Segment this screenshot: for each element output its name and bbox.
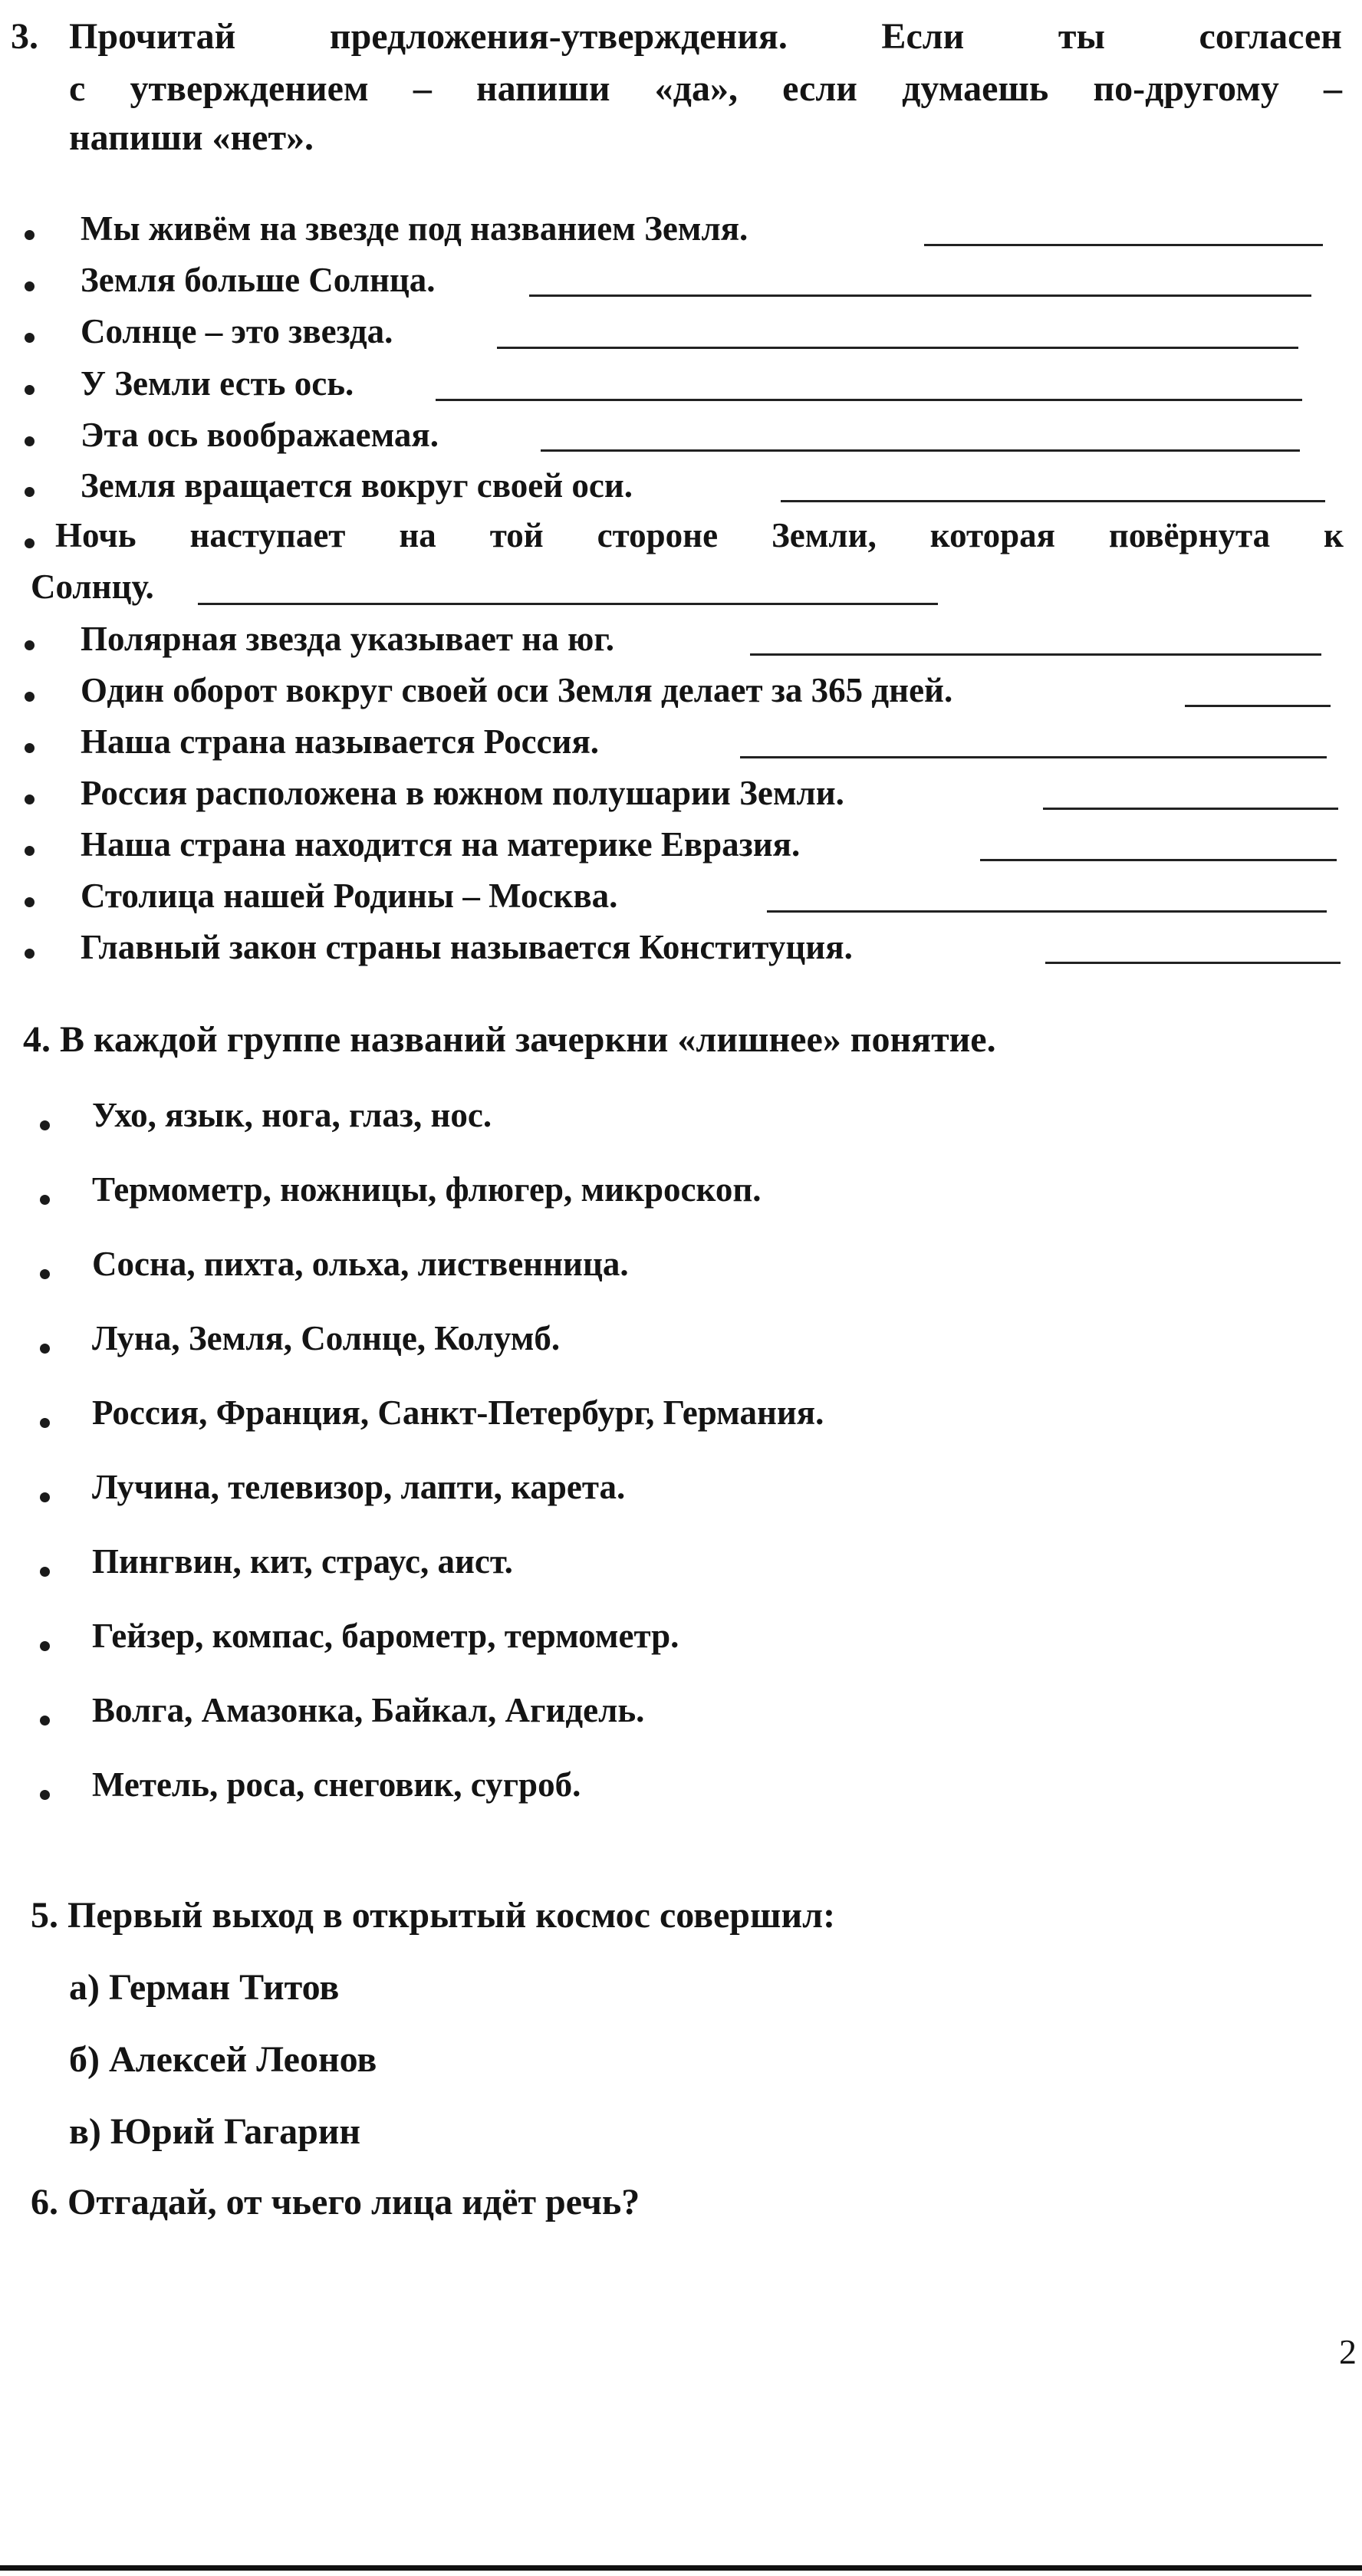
answer-line[interactable] [1185, 705, 1331, 707]
task-3-word: согласен [1199, 16, 1342, 57]
statement-text: Ночь наступает на той стороне Земли, которая повёрнута к [55, 516, 1344, 554]
bullet [25, 897, 35, 907]
group-item[interactable]: Россия, Франция, Санкт-Петербург, Германия. [92, 1393, 824, 1432]
task-5-title: 5. Первый выход в открытый космос совершил: [31, 1895, 836, 1936]
answer-line[interactable] [767, 910, 1327, 913]
page-number: 2 [1339, 2332, 1357, 2371]
bullet [25, 743, 35, 753]
task-3-word: предложения-утверждения. [329, 16, 788, 57]
answer-option[interactable]: а) Герман Титов [69, 1967, 340, 2008]
task-3-title-line-1 [69, 11, 1342, 63]
answer-line[interactable] [781, 500, 1325, 502]
task-3-word: ты [1058, 16, 1105, 57]
bullet [25, 795, 35, 804]
bullet [25, 281, 35, 291]
bullet [40, 1492, 50, 1502]
group-item[interactable]: Лучина, телевизор, лапти, карета. [92, 1468, 626, 1506]
task-3-number: 3. [11, 16, 38, 57]
answer-line[interactable] [1045, 962, 1341, 964]
statement-text: У Земли есть ось. [81, 364, 354, 403]
bullet [40, 1716, 50, 1726]
answer-line[interactable] [1043, 808, 1338, 810]
bullet [40, 1269, 50, 1279]
bullet [25, 538, 35, 548]
answer-line[interactable] [436, 399, 1302, 401]
task-3-title-line-2: с утверждением – напиши «да», если думаешь по-другому – [69, 68, 1342, 109]
answer-line[interactable] [740, 756, 1327, 758]
bullet [40, 1120, 50, 1130]
task-3-word: Прочитай [69, 16, 236, 57]
bullet [25, 640, 35, 650]
bullet [25, 385, 35, 395]
answer-option[interactable]: в) Юрий Гагарин [69, 2111, 361, 2152]
bullet [40, 1790, 50, 1800]
answer-option[interactable]: б) Алексей Леонов [69, 2039, 377, 2080]
group-item[interactable]: Гейзер, компас, барометр, термометр. [92, 1617, 679, 1655]
bullet [25, 846, 35, 856]
group-item[interactable]: Метель, роса, снеговик, сугроб. [92, 1765, 581, 1804]
answer-line[interactable] [750, 653, 1321, 656]
bullet [25, 692, 35, 702]
statement-text: Земля вращается вокруг своей оси. [81, 466, 633, 505]
answer-line[interactable] [924, 244, 1323, 246]
bullet [25, 230, 35, 240]
statement-text: Наша страна находится на материке Евразия. [81, 825, 801, 864]
statement-text: Земля больше Солнца. [81, 261, 436, 299]
answer-line[interactable] [541, 449, 1300, 452]
bottom-rule [0, 2565, 1362, 2571]
group-item[interactable]: Термометр, ножницы, флюгер, микроскоп. [92, 1170, 762, 1209]
statement-text: Россия расположена в южном полушарии Земли. [81, 774, 844, 812]
statement-text: Полярная звезда указывает на юг. [81, 620, 614, 658]
statement-text-continuation: Солнцу. [31, 568, 154, 606]
bullet [25, 949, 35, 959]
statement-text: Наша страна называется Россия. [81, 722, 600, 761]
task-4-title: 4. В каждой группе названий зачеркни «лишнее» понятие. [23, 1019, 996, 1060]
bullet [40, 1344, 50, 1354]
group-item[interactable]: Сосна, пихта, ольха, лиственница. [92, 1245, 629, 1283]
task-6-title: 6. Отгадай, от чьего лица идёт речь? [31, 2182, 640, 2222]
statement-text: Столица нашей Родины – Москва. [81, 877, 618, 915]
bullet [25, 436, 35, 446]
answer-line[interactable] [497, 347, 1298, 349]
bullet [40, 1641, 50, 1651]
bullet [40, 1418, 50, 1428]
group-item[interactable]: Ухо, язык, нога, глаз, нос. [92, 1096, 492, 1134]
answer-line[interactable] [198, 603, 938, 605]
group-item[interactable]: Волга, Амазонка, Байкал, Агидель. [92, 1691, 645, 1729]
group-item[interactable]: Луна, Земля, Солнце, Колумб. [92, 1319, 561, 1357]
statement-text: Эта ось воображаемая. [81, 416, 439, 454]
bullet [40, 1567, 50, 1577]
answer-line[interactable] [529, 294, 1311, 297]
statement-text: Мы живём на звезде под названием Земля. [81, 209, 748, 248]
task-3-word: Если [881, 16, 965, 57]
group-item[interactable]: Пингвин, кит, страус, аист. [92, 1542, 513, 1581]
bullet [40, 1195, 50, 1205]
statement-text: Один оборот вокруг своей оси Земля делает за 365 дней. [81, 671, 953, 709]
bullet [25, 333, 35, 343]
bullet [25, 487, 35, 497]
statement-text: Солнце – это звезда. [81, 312, 393, 350]
statement-text: Главный закон страны называется Конституция. [81, 928, 853, 966]
task-3-title-line-3: напиши «нет». [69, 117, 314, 158]
answer-line[interactable] [980, 859, 1337, 861]
